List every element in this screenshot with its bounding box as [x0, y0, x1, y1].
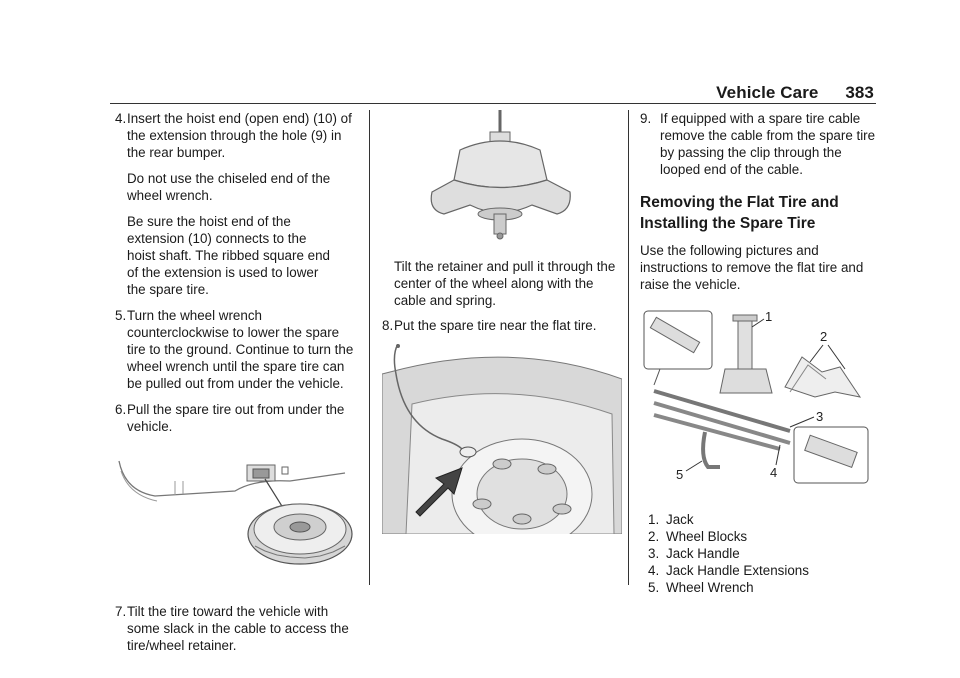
step-number: 6.	[115, 402, 127, 417]
intro-text: Use the following pictures and instructions to remove the flat tire and raise the vehicle.	[640, 243, 864, 292]
header-rule	[110, 103, 876, 104]
step-text: If equipped with a spare tire cable remove the cable from the spare tire by passing the clip through the looped end of the cable.	[660, 111, 876, 177]
step-number: 5.	[115, 308, 127, 323]
legend-item	[648, 579, 880, 596]
callout-3: 3	[816, 409, 824, 424]
legend-number: 1.	[648, 512, 660, 527]
step-text: Turn the wheel wrench counterclockwise to lower the spare tire to the ground. Continue to turn the wheel wrench until the spare tire can be pulled out from under the vehicle.	[127, 308, 354, 391]
legend-item	[648, 528, 880, 545]
callout-2: 2	[820, 329, 828, 344]
retainer-instruction: Tilt the retainer and pull it through the center of the wheel along with the cable and spring.	[394, 259, 616, 308]
column-divider-2	[628, 110, 629, 585]
legend-label: Jack Handle Extensions	[666, 563, 809, 578]
section-heading: Removing the Flat Tire and Installing the Spare Tire	[640, 194, 839, 232]
legend-item	[648, 545, 880, 562]
jack-tools-illustration	[640, 307, 880, 497]
step-8	[382, 317, 622, 334]
step-4-note-2: Be sure the hoist end of the extension (10) connects to the hoist shaft. The ribbed square end of the extension is used to lower the spare tire.	[127, 214, 330, 297]
step-number: 7.	[115, 604, 127, 619]
legend-item	[648, 511, 880, 528]
step-5	[115, 307, 355, 392]
tool-legend	[648, 511, 880, 596]
step-text: Put the spare tire near the flat tire.	[394, 318, 597, 333]
legend-label: Jack	[666, 512, 694, 527]
step-text: Tilt the tire toward the vehicle with some slack in the cable to access the tire/wheel retainer.	[127, 604, 349, 653]
wheel-retainer-illustration	[382, 110, 622, 250]
spare-tire-cable-illustration	[382, 344, 622, 534]
legend-number: 3.	[648, 546, 660, 561]
column-2	[382, 110, 622, 534]
callout-1: 1	[765, 309, 773, 324]
callout-4: 4	[770, 465, 778, 480]
legend-number: 5.	[648, 580, 660, 595]
legend-label: Jack Handle	[666, 546, 740, 561]
step-text: Pull the spare tire out from under the vehicle.	[127, 402, 345, 434]
step-number: 9.	[640, 111, 652, 126]
spare-tire-under-vehicle-illustration	[115, 451, 355, 581]
legend-label: Wheel Wrench	[666, 580, 754, 595]
page-number: 383	[845, 83, 874, 102]
step-6	[115, 401, 355, 435]
column-1	[115, 110, 355, 654]
step-number: 4.	[115, 111, 127, 126]
legend-item	[648, 562, 880, 579]
callout-5: 5	[676, 467, 684, 482]
step-text: Insert the hoist end (open end) (10) of the extension through the hole (9) in the rear bumper.	[127, 111, 352, 160]
step-number: 8.	[382, 318, 394, 333]
page-header	[716, 83, 874, 103]
legend-label: Wheel Blocks	[666, 529, 748, 544]
legend-number: 4.	[648, 563, 660, 578]
column-3	[640, 110, 880, 596]
section-title: Vehicle Care	[716, 83, 819, 102]
legend-number: 2.	[648, 529, 660, 544]
step-4	[115, 110, 355, 161]
step-4-note-1: Do not use the chiseled end of the wheel wrench.	[127, 171, 331, 203]
step-9	[640, 110, 880, 178]
column-divider-1	[369, 110, 370, 585]
step-7	[115, 603, 355, 654]
